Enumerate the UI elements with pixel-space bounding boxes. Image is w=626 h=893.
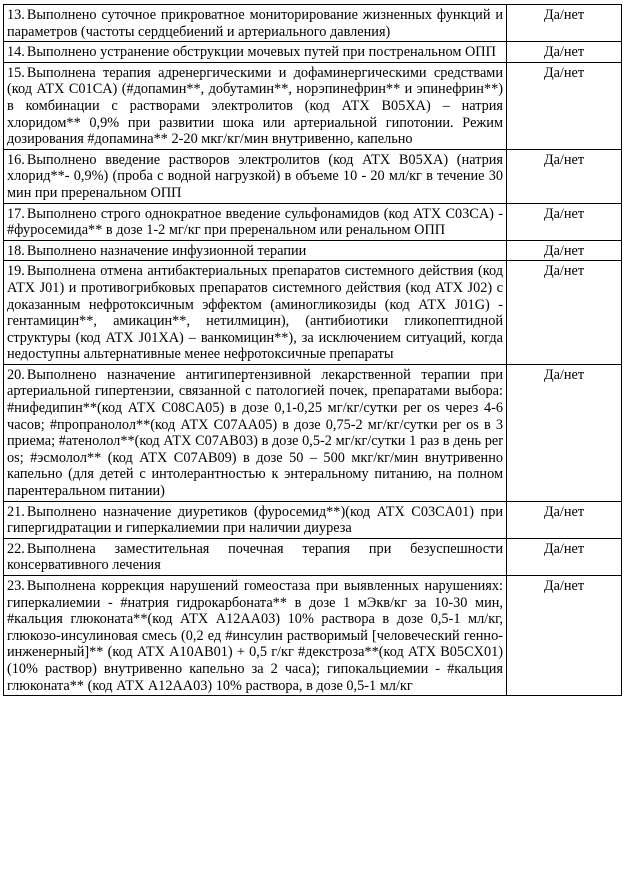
criterion-text: Выполнено введение растворов электролитов (код АТХ B05XA) (натрия хлорид**- 0,9%) (проба с водной нагрузкой) в объеме 10 - 20 мл/кг в течение 30 мин при преренальном ОПП (7, 151, 503, 201)
answer-cell: Да/нет (507, 42, 622, 63)
table-row (4, 501, 622, 538)
criterion-text: Выполнена коррекция нарушений гомеостаза при выявленных нарушениях: гиперкалиемии - #натрия гидрокарбоната** в дозе 1 мЭкв/кг за 10-30 мин, #кальция глюконата**(код АТХ A12AA03) 10% раствора в дозе 0,5-1 мл/кг, глюкозо-инсулиновая смесь (0,2 ед #инсулин растворимый [человеческий генно- инженерный]** (код АТХ A10AB01) + 0,5 г/кг #декстроза**(код АТХ B05CX01) (10% раствор) внутривенно капельно за 2 часа); гипокальциемии - #кальция глюконата** (код АТХ A12AA03) 10% раствора, в дозе 0,5-1 мл/кг (7, 578, 503, 694)
table-row (4, 364, 622, 501)
criterion-number: 17. (7, 205, 25, 222)
criterion-number: 18. (7, 242, 25, 259)
criterion-text: Выполнено строго однократное введение сульфонамидов (код АТХ C03CA) - #фуросемида** в дозе 1-2 мг/кг при преренальном или ренальном ОПП (7, 205, 503, 239)
criterion-cell (4, 42, 507, 63)
criterion-text: Выполнено назначение антигипертензивной лекарственной терапии при артериальной гипертензии, связанной с патологией почек, препаратами выбора: #нифедипин**(код АТХ C08CA05) в дозе 0,1-0,25 мг/кг/сутки per os через 4-6 часов; #пропранолол**(код АТХ C07AA05) в дозе 0,75-2 мг/кг/сутки per os в 3 приема; #атенолол**(код АТХ C07AB03) в дозе 0,5-2 мг/кг/сутки 1 раз в день per os; #эсмолол** (код АТХ C07AB09) в дозе 50 – 500 мкг/кг/мин внутривенно капельно (для детей с интолерантностью к энтеральному питанию, на полном парентеральном питании) (7, 366, 503, 500)
criterion-cell (4, 538, 507, 575)
answer-cell: Да/нет (507, 149, 622, 203)
table-row (4, 538, 622, 575)
answer-cell: Да/нет (507, 501, 622, 538)
criterion-text: Выполнено назначение диуретиков (фуросемид**)(код АТХ C03CA01) при гипергидратации и гиперкалиемии при наличии диуреза (7, 503, 503, 537)
criterion-cell (4, 576, 507, 696)
table-row (4, 5, 622, 42)
criterion-number: 23. (7, 578, 25, 594)
criterion-number: 14. (7, 44, 25, 61)
answer-cell: Да/нет (507, 364, 622, 501)
criterion-cell (4, 62, 507, 149)
table-row (4, 62, 622, 149)
criterion-cell (4, 501, 507, 538)
criterion-cell (4, 240, 507, 261)
criterion-number: 21. (7, 503, 25, 520)
criterion-number: 16. (7, 151, 25, 168)
answer-cell: Да/нет (507, 538, 622, 575)
table-row (4, 42, 622, 63)
criterion-cell (4, 5, 507, 42)
criterion-number: 20. (7, 366, 25, 383)
criterion-text: Выполнена отмена антибактериальных препаратов системного действия (код АТХ J01) и противогрибковых препаратов системного действия (код АТХ J02) с доказанным нефротоксичным эффектом (аминогликозиды (код АТХ J01G) - гентамицин**, амикацин**, нетилмицин), (антибиотики гликопептидной структуры (код АТХ J01XA) – ванкомицин**), за исключением ситуаций, когда недоступны альтернативные менее нефротоксичные препараты (7, 263, 503, 363)
answer-cell: Да/нет (507, 240, 622, 261)
criterion-text: Выполнено назначение инфузионной терапии (26, 242, 307, 259)
criteria-table (3, 4, 622, 696)
table-row (4, 261, 622, 365)
table-row (4, 203, 622, 240)
criterion-text: Выполнена заместительная почечная терапия при безуспешности консервативного лечения (7, 540, 503, 574)
criterion-number: 13. (7, 7, 25, 23)
criterion-cell (4, 149, 507, 203)
criteria-table-body (4, 5, 622, 696)
answer-cell: Да/нет (507, 62, 622, 149)
criterion-text: Выполнено суточное прикроватное мониторирование жизненных функций и параметров (частоты сердцебиений и артериального давления) (7, 7, 503, 40)
criterion-text: Выполнено устранение обструкции мочевых путей при постренальном ОПП (26, 44, 496, 61)
criterion-cell (4, 261, 507, 365)
criterion-cell (4, 203, 507, 240)
answer-cell: Да/нет (507, 576, 622, 696)
criterion-number: 19. (7, 263, 25, 280)
criterion-text: Выполнена терапия адренергическими и дофаминергическими средствами (код АТХ C01CA) (#допамин**, добутамин**, норэпинефрин** и эпинефрин**) в комбинации с растворами электролитов (код АТХ B05XA) – натрия хлоридом** 0,9% при развитии шока или артериальной гипотонии. Режим дозирования #допамина** 2-20 мкг/кг/мин внутривенно, капельно (7, 64, 503, 148)
criterion-number: 15. (7, 64, 25, 81)
table-row (4, 576, 622, 696)
table-row (4, 240, 622, 261)
criterion-cell (4, 364, 507, 501)
answer-cell: Да/нет (507, 5, 622, 42)
table-row (4, 149, 622, 203)
criterion-number: 22. (7, 540, 25, 557)
answer-cell: Да/нет (507, 203, 622, 240)
answer-cell: Да/нет (507, 261, 622, 365)
